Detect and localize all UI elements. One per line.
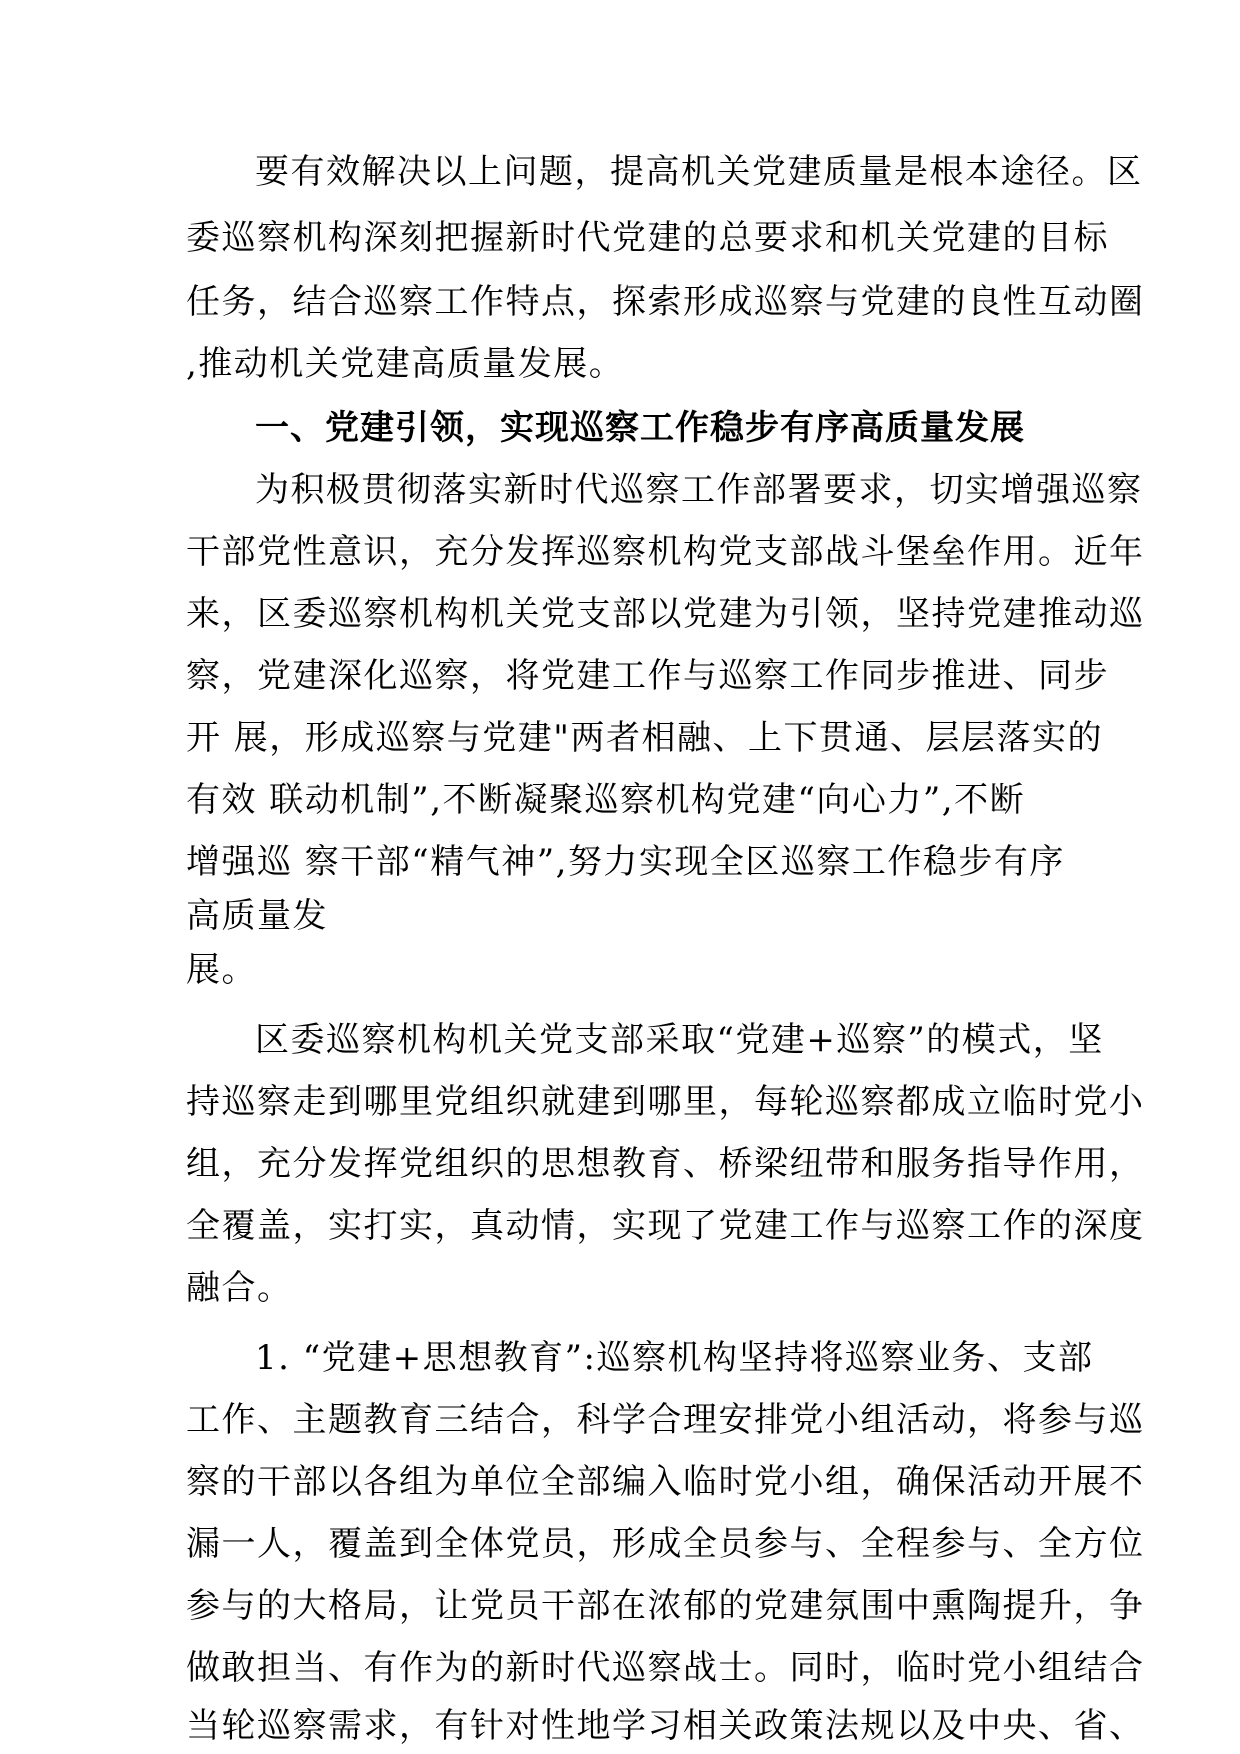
paragraph-3-line-2: 持巡察走到哪里党组织就建到哪里，每轮巡察都成立临时党小 [186, 1082, 1145, 1122]
paragraph-1-line-4: ,推动机关党建高质量发展。 [186, 344, 625, 384]
paragraph-1-line-3: 任务，结合巡察工作特点，探索形成巡察与党建的良性互动圈 [186, 282, 1145, 322]
paragraph-3-line-3: 组，充分发挥党组织的思想教育、桥梁纽带和服务指导作用， [186, 1144, 1145, 1184]
paragraph-2-line-9: 展。 [186, 950, 257, 990]
paragraph-2-line-2: 干部党性意识，充分发挥巡察机构党支部战斗堡垒作用。近年 [186, 532, 1145, 572]
paragraph-4-line-2: 工作、主题教育三结合，科学合理安排党小组活动，将参与巡 [186, 1400, 1145, 1440]
paragraph-1-line-2: 委巡察机构深刻把握新时代党建的总要求和机关党建的目标 [186, 218, 1109, 258]
paragraph-2-line-3: 来，区委巡察机构机关党支部以党建为引领，坚持党建推动巡 [186, 594, 1145, 634]
paragraph-3-line-1: 区委巡察机构机关党支部采取“党建+巡察”的模式，坚 [255, 1020, 1104, 1060]
paragraph-1-line-1: 要有效解决以上问题，提高机关党建质量是根本途径。区 [255, 152, 1143, 192]
paragraph-4-line-6: 做敢担当、有作为的新时代巡察战士。同时，临时党小组结合 [186, 1648, 1145, 1688]
paragraph-3-line-5: 融合。 [186, 1268, 293, 1308]
paragraph-4-line-4: 漏一人，覆盖到全体党员，形成全员参与、全程参与、全方位 [186, 1524, 1145, 1564]
section-heading: 一、党建引领，实现巡察工作稳步有序高质量发展 [255, 408, 1025, 448]
paragraph-2-line-6: 有效 联动机制”,不断凝聚巡察机构党建“向心力”,不断 [186, 780, 1026, 820]
paragraph-2-line-7: 增强巡 察干部“精气神”,努力实现全区巡察工作稳步有序 [186, 842, 1065, 882]
paragraph-2-line-1: 为积极贯彻落实新时代巡察工作部署要求，切实增强巡察 [255, 470, 1143, 510]
paragraph-4-line-7: 当轮巡察需求，有针对性地学习相关政策法规以及中央、省、 [186, 1706, 1145, 1746]
paragraph-2-line-8: 高质量发 [186, 896, 328, 936]
paragraph-4-line-5: 参与的大格局，让党员干部在浓郁的党建氛围中熏陶提升，争 [186, 1586, 1145, 1626]
paragraph-3-line-4: 全覆盖，实打实，真动情，实现了党建工作与巡察工作的深度 [186, 1206, 1145, 1246]
paragraph-4-line-1: 1. “党建+思想教育”:巡察机构坚持将巡察业务、支部 [255, 1338, 1094, 1378]
paragraph-2-line-4: 察，党建深化巡察，将党建工作与巡察工作同步推进、同步 [186, 656, 1109, 696]
paragraph-2-line-5: 开 展，形成巡察与党建"两者相融、上下贯通、层层落实的 [186, 718, 1103, 758]
paragraph-4-line-3: 察的干部以各组为单位全部编入临时党小组，确保活动开展不 [186, 1462, 1145, 1502]
